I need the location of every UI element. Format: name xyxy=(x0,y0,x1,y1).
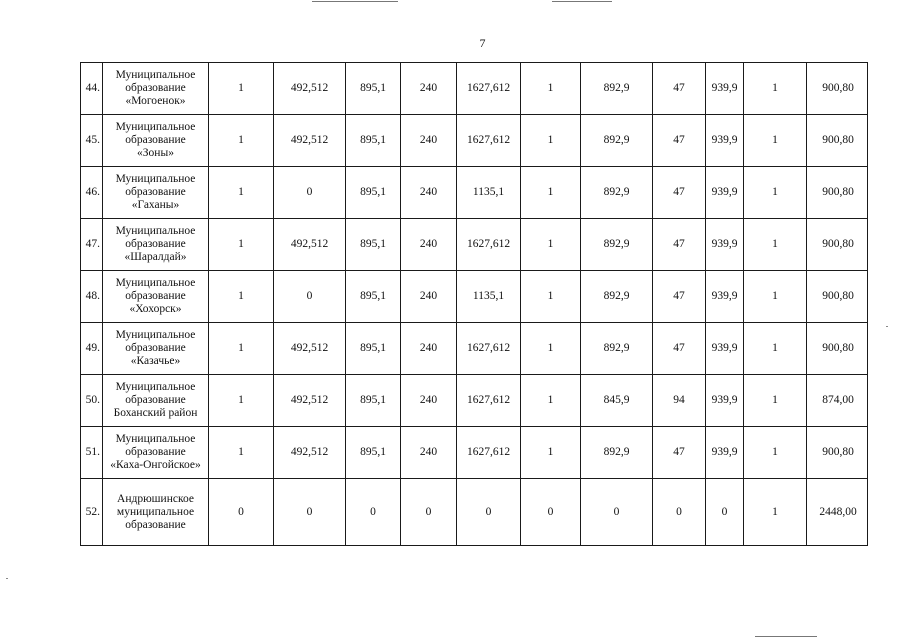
value-cell: 1 xyxy=(744,115,807,167)
value-cell: 47 xyxy=(653,219,706,271)
municipality-name-line: образование xyxy=(125,186,186,198)
value-cell: 94 xyxy=(653,375,706,427)
value-cell: 892,9 xyxy=(581,323,653,375)
municipality-name xyxy=(103,115,209,167)
value-cell: 1 xyxy=(744,479,807,546)
value-cell: 892,9 xyxy=(581,63,653,115)
municipality-name-line: образование xyxy=(125,290,186,302)
value-cell: 939,9 xyxy=(706,115,744,167)
value-cell: 1 xyxy=(744,63,807,115)
table-row xyxy=(81,323,868,375)
value-cell: 900,80 xyxy=(807,271,868,323)
value-cell: 895,1 xyxy=(346,219,401,271)
municipality-name-line: образование xyxy=(125,518,186,531)
value-cell: 900,80 xyxy=(807,167,868,219)
table-row xyxy=(81,479,868,546)
value-cell: 240 xyxy=(401,167,457,219)
value-cell: 0 xyxy=(401,479,457,546)
value-cell: 1 xyxy=(209,63,274,115)
value-cell: 939,9 xyxy=(706,271,744,323)
table-row xyxy=(81,63,868,115)
allocation-table xyxy=(80,62,868,546)
value-cell: 895,1 xyxy=(346,323,401,375)
page-number: 7 xyxy=(479,36,486,50)
value-cell: 1135,1 xyxy=(457,167,521,219)
municipality-name-line: «Гаханы» xyxy=(131,199,180,211)
table-row xyxy=(81,271,868,323)
value-cell: 939,9 xyxy=(706,219,744,271)
value-cell: 1 xyxy=(521,219,581,271)
value-cell: 900,80 xyxy=(807,63,868,115)
row-number: 51. xyxy=(81,427,103,479)
value-cell: 0 xyxy=(653,479,706,546)
row-number: 46. xyxy=(81,167,103,219)
municipality-name-line: образование xyxy=(125,134,186,146)
row-number: 48. xyxy=(81,271,103,323)
value-cell: 939,9 xyxy=(706,427,744,479)
value-cell: 0 xyxy=(274,479,346,546)
scan-speck xyxy=(6,578,8,579)
table-body xyxy=(81,63,868,546)
value-cell: 1627,612 xyxy=(457,427,521,479)
value-cell: 900,80 xyxy=(807,427,868,479)
value-cell: 874,00 xyxy=(807,375,868,427)
value-cell: 240 xyxy=(401,323,457,375)
row-number: 45. xyxy=(81,115,103,167)
value-cell: 47 xyxy=(653,323,706,375)
value-cell: 1 xyxy=(744,427,807,479)
municipality-name-line: образование xyxy=(125,82,186,94)
municipality-name-line: Муниципальное xyxy=(115,173,196,185)
value-cell: 939,9 xyxy=(706,63,744,115)
municipality-name xyxy=(103,167,209,219)
value-cell: 1627,612 xyxy=(457,375,521,427)
municipality-name xyxy=(103,375,209,427)
value-cell: 0 xyxy=(706,479,744,546)
value-cell: 1 xyxy=(744,167,807,219)
value-cell: 492,512 xyxy=(274,427,346,479)
value-cell: 1627,612 xyxy=(457,323,521,375)
value-cell: 900,80 xyxy=(807,323,868,375)
municipality-name-line: образование xyxy=(125,394,186,406)
value-cell: 492,512 xyxy=(274,219,346,271)
value-cell: 492,512 xyxy=(274,375,346,427)
table-row xyxy=(81,427,868,479)
value-cell: 47 xyxy=(653,115,706,167)
scan-edge-line-top-left xyxy=(312,1,398,2)
municipality-name-line: Муниципальное xyxy=(115,329,196,341)
value-cell: 900,80 xyxy=(807,219,868,271)
value-cell: 1 xyxy=(209,219,274,271)
value-cell: 1627,612 xyxy=(457,115,521,167)
municipality-name-line: Муниципальное xyxy=(115,69,196,81)
value-cell: 492,512 xyxy=(274,115,346,167)
value-cell: 47 xyxy=(653,427,706,479)
municipality-name-line: Боханский район xyxy=(113,407,198,419)
value-cell: 47 xyxy=(653,271,706,323)
value-cell: 1 xyxy=(744,271,807,323)
value-cell: 1 xyxy=(521,115,581,167)
value-cell: 2448,00 xyxy=(807,479,868,546)
row-number: 49. xyxy=(81,323,103,375)
value-cell: 240 xyxy=(401,115,457,167)
value-cell: 1135,1 xyxy=(457,271,521,323)
value-cell: 1 xyxy=(521,63,581,115)
row-number: 52. xyxy=(81,479,103,546)
value-cell: 0 xyxy=(581,479,653,546)
row-number: 50. xyxy=(81,375,103,427)
value-cell: 895,1 xyxy=(346,375,401,427)
table-row xyxy=(81,219,868,271)
value-cell: 1 xyxy=(209,167,274,219)
value-cell: 240 xyxy=(401,375,457,427)
municipality-name xyxy=(103,63,209,115)
value-cell: 1 xyxy=(209,271,274,323)
municipality-name-line: Муниципальное xyxy=(115,225,196,237)
municipality-name-line: Муниципальное xyxy=(115,381,196,393)
municipality-name-line: «Каха-Онгойское» xyxy=(110,459,201,471)
value-cell: 892,9 xyxy=(581,271,653,323)
municipality-name-line: образование xyxy=(125,238,186,250)
value-cell: 0 xyxy=(274,271,346,323)
municipality-name-line: «Казачье» xyxy=(130,355,181,367)
value-cell: 0 xyxy=(346,479,401,546)
value-cell: 892,9 xyxy=(581,115,653,167)
value-cell: 939,9 xyxy=(706,167,744,219)
value-cell: 0 xyxy=(521,479,581,546)
value-cell: 0 xyxy=(457,479,521,546)
municipality-name-line: образование xyxy=(125,446,186,458)
value-cell: 892,9 xyxy=(581,427,653,479)
scan-edge-line-bottom xyxy=(755,636,817,637)
scan-speck xyxy=(886,326,888,327)
municipality-name-line: «Зоны» xyxy=(137,147,174,159)
municipality-name-line: образование xyxy=(125,342,186,354)
municipality-name xyxy=(103,427,209,479)
value-cell: 939,9 xyxy=(706,323,744,375)
municipality-name-line: «Могоенок» xyxy=(125,95,186,107)
municipality-name-line: муниципальное xyxy=(116,505,195,518)
value-cell: 240 xyxy=(401,219,457,271)
value-cell: 892,9 xyxy=(581,167,653,219)
municipality-name xyxy=(103,479,209,546)
value-cell: 1 xyxy=(521,167,581,219)
value-cell: 845,9 xyxy=(581,375,653,427)
value-cell: 0 xyxy=(209,479,274,546)
value-cell: 895,1 xyxy=(346,115,401,167)
municipality-name xyxy=(103,271,209,323)
value-cell: 47 xyxy=(653,167,706,219)
value-cell: 1627,612 xyxy=(457,219,521,271)
value-cell: 1 xyxy=(209,115,274,167)
scan-edge-line-top-right xyxy=(552,1,612,2)
value-cell: 1 xyxy=(744,219,807,271)
municipality-name-line: «Шаралдай» xyxy=(124,251,187,263)
value-cell: 895,1 xyxy=(346,271,401,323)
value-cell: 0 xyxy=(274,167,346,219)
value-cell: 240 xyxy=(401,427,457,479)
municipality-name-line: «Хохорск» xyxy=(129,303,182,315)
value-cell: 1 xyxy=(521,323,581,375)
value-cell: 1 xyxy=(744,375,807,427)
municipality-name-line: Муниципальное xyxy=(115,433,196,445)
table-row xyxy=(81,375,868,427)
value-cell: 895,1 xyxy=(346,427,401,479)
value-cell: 492,512 xyxy=(274,323,346,375)
value-cell: 240 xyxy=(401,63,457,115)
row-number: 47. xyxy=(81,219,103,271)
table-row xyxy=(81,167,868,219)
value-cell: 492,512 xyxy=(274,63,346,115)
value-cell: 1 xyxy=(209,427,274,479)
value-cell: 1 xyxy=(209,375,274,427)
municipality-name-line: Муниципальное xyxy=(115,121,196,133)
value-cell: 1 xyxy=(209,323,274,375)
value-cell: 895,1 xyxy=(346,167,401,219)
value-cell: 47 xyxy=(653,63,706,115)
value-cell: 240 xyxy=(401,271,457,323)
municipality-name-line: Андрюшинское xyxy=(117,492,194,505)
table-row xyxy=(81,115,868,167)
value-cell: 1 xyxy=(521,375,581,427)
value-cell: 1627,612 xyxy=(457,63,521,115)
municipality-name-line: Муниципальное xyxy=(115,277,196,289)
value-cell: 1 xyxy=(744,323,807,375)
value-cell: 892,9 xyxy=(581,219,653,271)
value-cell: 939,9 xyxy=(706,375,744,427)
value-cell: 900,80 xyxy=(807,115,868,167)
value-cell: 1 xyxy=(521,271,581,323)
municipality-name xyxy=(103,323,209,375)
value-cell: 895,1 xyxy=(346,63,401,115)
value-cell: 1 xyxy=(521,427,581,479)
row-number: 44. xyxy=(81,63,103,115)
municipality-name xyxy=(103,219,209,271)
